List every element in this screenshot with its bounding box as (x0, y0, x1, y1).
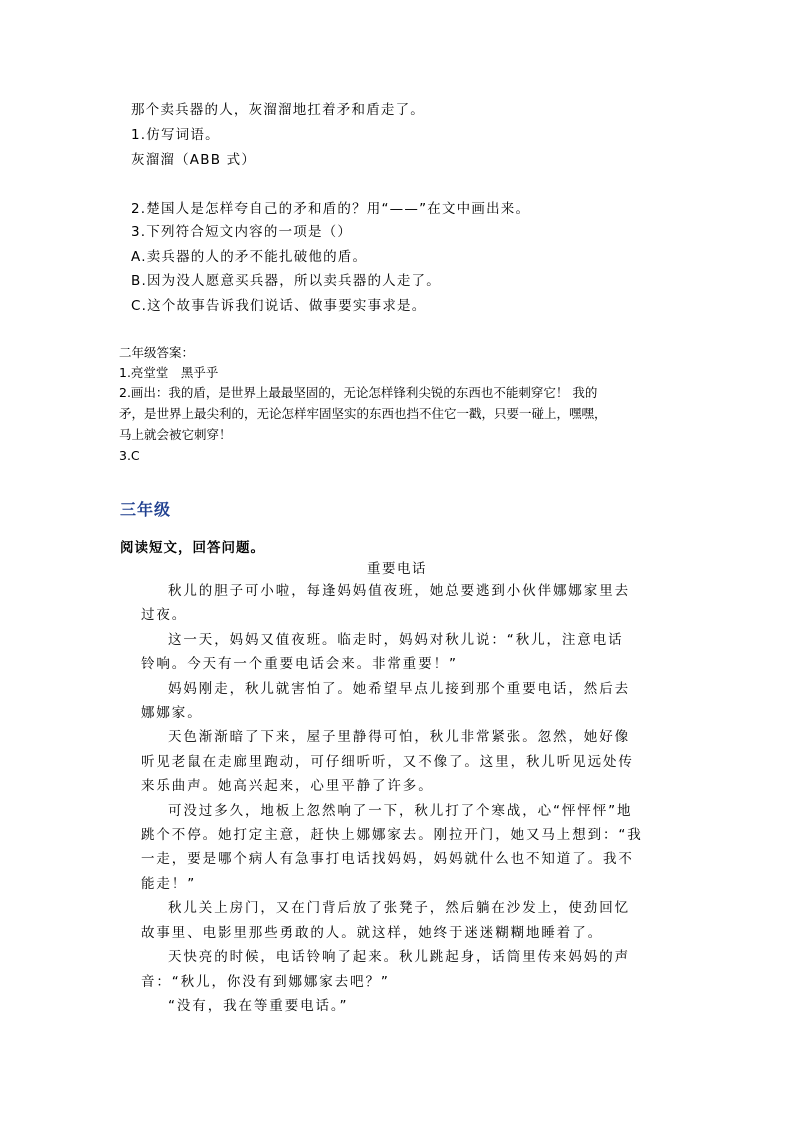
story-line: 过夜。 (141, 607, 188, 624)
question-line: 2.楚国人是怎样夸自己的矛和盾的？用“——”在文中画出来。 (131, 201, 531, 217)
question-line: 灰溜溜（ABB 式） (131, 152, 257, 168)
section-heading: 三年级 (120, 500, 172, 519)
story-line: 这一天，妈妈又值夜班。临走时，妈妈对秋儿说：“秋儿，注意电话 (168, 631, 624, 648)
story-line: 可没过多久，地板上忽然响了一下，秋儿打了个寒战，心“怦怦怦”地 (168, 802, 633, 819)
story-line: 能走！” (141, 875, 197, 892)
story-line: 秋儿的胆子可小啦，每逢妈妈值夜班，她总要逃到小伙伴娜娜家里去 (168, 583, 630, 599)
question-line: 3.下列符合短文内容的一项是（） (131, 224, 353, 240)
answer-line: 3.C (119, 448, 140, 463)
story-line: “没有，我在等重要电话。” (168, 997, 349, 1014)
answers-title: 二年级答案： (119, 345, 195, 360)
story-line: 铃响。今天有一个重要电话会来。非常重要！” (141, 656, 458, 673)
story-line: 娜娜家。 (141, 705, 203, 722)
story-line: 来乐曲声。她高兴起来，心里平静了许多。 (141, 778, 434, 795)
question-line: A.卖兵器的人的矛不能扎破他的盾。 (131, 249, 368, 265)
story-line: 故事里、电影里那些勇敢的人。就这样，她终于迷迷糊糊地睡着了。 (141, 924, 603, 941)
question-line: B.因为没人愿意买兵器，所以卖兵器的人走了。 (131, 273, 441, 289)
story-line: 音：“秋儿，你没有到娜娜家去吧？” (141, 973, 390, 990)
instruction: 阅读短文，回答问题。 (120, 540, 265, 556)
answer-line: 2.画出：我的盾，是世界上最最坚固的，无论怎样锋利尖锐的东西也不能刺穿它！ 我的 (119, 385, 598, 400)
story-line: 妈妈刚走，秋儿就害怕了。她希望早点儿接到那个重要电话，然后去 (168, 680, 630, 697)
answer-line: 1.亮堂堂 黑乎乎 (119, 365, 219, 380)
answer-line: 马上就会被它刺穿！ (119, 427, 232, 442)
story-line: 天快亮的时候，电话铃响了起来。秋儿跳起身，话筒里传来妈妈的声 (168, 949, 630, 966)
story-line: 秋儿关上房门，又在门背后放了张凳子，然后躺在沙发上，使劲回忆 (168, 900, 630, 917)
question-line: 那个卖兵器的人，灰溜溜地扛着矛和盾走了。 (131, 102, 425, 118)
story-title: 重要电话 (367, 561, 427, 577)
answer-line: 矛，是世界上最尖利的，无论怎样牢固坚实的东西也挡不住它一戳，只要一碰上，嘿嘿， (119, 406, 607, 421)
story-line: 听见老鼠在走廊里跑动，可仔细听听，又不像了。这里，秋儿听见远处传 (141, 753, 634, 770)
question-line: C.这个故事告诉我们说话、做事要实事求是。 (131, 298, 427, 314)
story-line: 跳个不停。她打定主意，赶快上娜娜家去。刚拉开门，她又马上想到：“我 (141, 827, 643, 844)
question-line: 1.仿写词语。 (131, 127, 220, 143)
story-line: 一走，要是哪个病人有急事打电话找妈妈，妈妈就什么也不知道了。我不 (141, 851, 634, 868)
story-line: 天色渐渐暗了下来，屋子里静得可怕，秋儿非常紧张。忽然，她好像 (168, 729, 630, 746)
story-body (141, 579, 661, 1018)
